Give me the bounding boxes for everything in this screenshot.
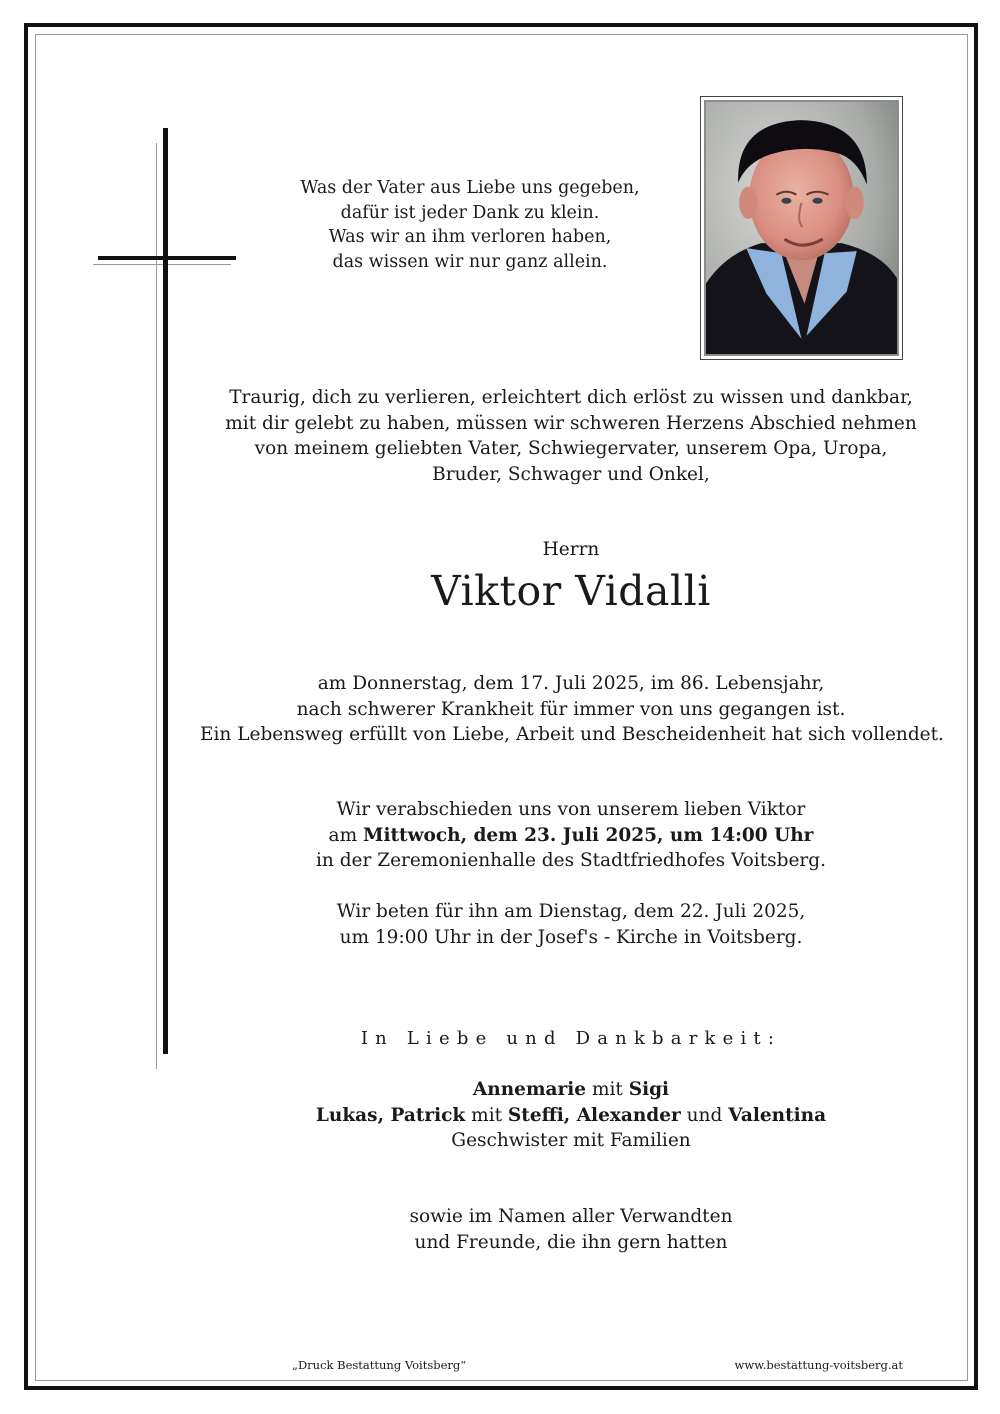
family-conjunction: mit (586, 1079, 629, 1100)
family-name: Steffi, Alexander (507, 1104, 681, 1126)
salutation: Herrn (542, 539, 600, 560)
portrait-photo (706, 102, 897, 354)
intro-line: Bruder, Schwager und Onkel, (432, 463, 710, 485)
death-line: nach schwerer Krankheit für immer von uns gegangen ist. (296, 698, 846, 720)
farewell-date-line (200, 823, 942, 849)
prayer-line: um 19:00 Uhr in der Josef's - Kirche in Voitsberg. (339, 926, 803, 948)
portrait-illustration (706, 102, 897, 354)
family-name: Annemarie (472, 1079, 587, 1100)
family-line (200, 1077, 942, 1103)
death-line: Ein Lebensweg erfüllt von Liebe, Arbeit und Bescheidenheit hat sich vollendet. (200, 724, 944, 745)
cross-vertical-bar (163, 128, 168, 1054)
deceased-name: Viktor Vidalli (431, 567, 711, 615)
family-line: Geschwister mit Familien (451, 1130, 691, 1151)
poem-line: das wissen wir nur ganz allein. (332, 251, 608, 272)
family-list (200, 1077, 942, 1154)
poem-line: dafür ist jeder Dank zu klein. (340, 202, 600, 223)
intro-paragraph (200, 385, 942, 487)
prayer-line: Wir beten für ihn am Dienstag, dem 22. Juli 2025, (336, 901, 806, 922)
relatives-line: sowie im Namen aller Verwandten (409, 1206, 733, 1227)
farewell-location: in der Zeremonienhalle des Stadtfriedhofes Voitsberg. (315, 850, 826, 871)
farewell-date-prefix: am (328, 824, 363, 846)
family-name: Lukas, Patrick (315, 1104, 466, 1126)
family-name: Valentina (728, 1104, 827, 1126)
cross-horizontal-bar (98, 256, 236, 260)
farewell-line: Wir verabschieden uns von unserem lieben Viktor (336, 799, 806, 820)
portrait-photo-frame (700, 96, 903, 360)
footer-printer: „Druck Bestattung Voitsberg“ (292, 1358, 467, 1372)
family-line (200, 1103, 942, 1129)
cross-vertical-shadow (156, 143, 157, 1069)
death-line: am Donnerstag, dem 17. Juli 2025, im 86. Lebensjahr, (317, 673, 825, 694)
cross-horizontal-shadow (93, 264, 231, 265)
gratitude-heading: In Liebe und Dankbarkeit: (360, 1028, 782, 1049)
poem (260, 176, 680, 274)
farewell-date: Mittwoch, dem 23. Juli 2025, um 14:00 Uhr (363, 824, 814, 846)
intro-line: mit dir gelebt zu haben, müssen wir schweren Herzens Abschied nehmen (225, 412, 917, 434)
family-conjunction: mit (465, 1104, 508, 1126)
farewell-paragraph (200, 797, 942, 874)
intro-line: Traurig, dich zu verlieren, erleichtert dich erlöst zu wissen und dankbar, (229, 387, 913, 408)
footer-website: www.bestattung-voitsberg.at (734, 1358, 903, 1372)
prayer-paragraph (200, 899, 942, 950)
relatives-paragraph (200, 1204, 942, 1255)
poem-line: Was der Vater aus Liebe uns gegeben, (300, 178, 640, 198)
death-announcement (200, 671, 942, 748)
relatives-line: und Freunde, die ihn gern hatten (414, 1231, 728, 1253)
poem-line: Was wir an ihm verloren haben, (328, 227, 612, 247)
family-name: Sigi (628, 1079, 670, 1100)
intro-line: von meinem geliebten Vater, Schwiegervater, unserem Opa, Uropa, (254, 438, 888, 459)
family-conjunction: und (680, 1104, 729, 1126)
